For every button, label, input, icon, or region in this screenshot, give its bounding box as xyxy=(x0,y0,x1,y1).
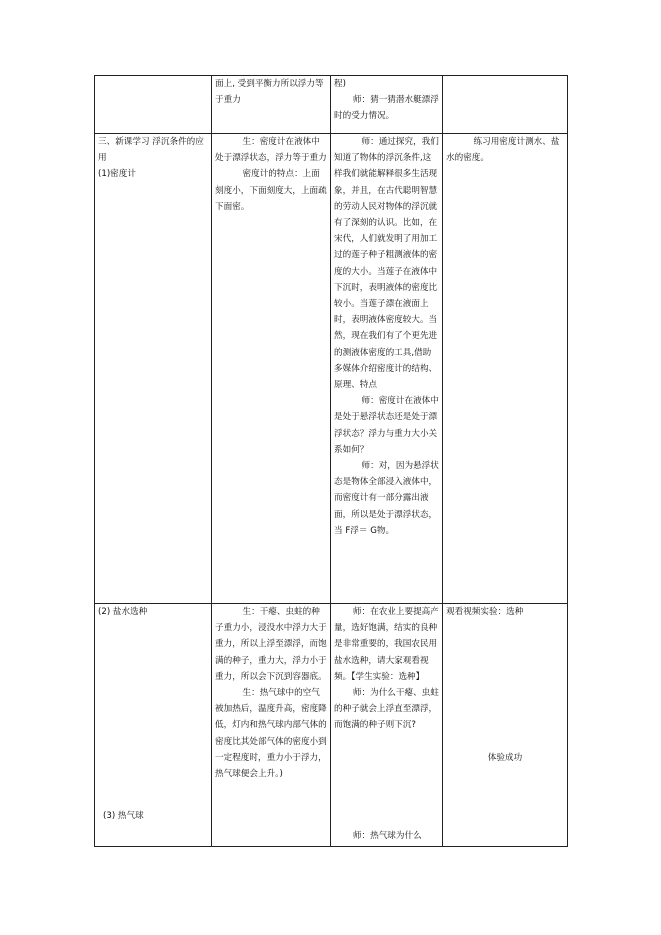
cell-text: 面上, 受到平衡力所以浮力等于重力 xyxy=(215,79,324,106)
cell-text: 师：密度计在液体中是处于悬浮状态还是处于漂浮状态？浮力与重力大小关系如何？ xyxy=(334,396,439,455)
cell-text: 师：为什么干瘪、虫蛀的种子就会上浮直至漂浮，而饱满的种子则下沉? xyxy=(334,688,439,731)
cell-text: 体验成功 xyxy=(487,753,523,763)
cell-text: 密度计的特点：上面刻度小，下面刻度大，上面疏下面密。 xyxy=(215,169,327,212)
cell-text: 师：热气球为什么 xyxy=(352,831,422,841)
cell-text: 师：对，因为悬浮状态是物体全部浸入液体中，而密度计有一部分露出液面，所以是处于漂浮状态，当 F浮＝ G物。 xyxy=(334,461,439,536)
lesson-plan-table xyxy=(94,75,568,847)
table-cell-activity xyxy=(443,76,568,134)
cell-text: 观看视频实验：选种 xyxy=(446,607,524,617)
cell-text: 生：热气球中的空气被加热后，温度升高，密度降低，灯内和热气球内部气体的密度比其处部气体的密度小到一定程度时，重力小于浮力，热气球便会上升。) xyxy=(215,688,327,780)
cell-text: 程) xyxy=(334,79,346,89)
cell-text: 生：干瘪、虫蛀的种子重力小，浸没水中浮力大于重力，所以上浮至漂浮，而饱满的种子，重力大，浮力小于重力，所以会下沉到容器底。 xyxy=(215,607,327,682)
cell-text: 练习用密度计测水、盐水的密度。 xyxy=(446,137,560,164)
cell-text: 师：在农业上要提高产量，选好饱满，结实的良种是非常重要的，我国农民用盐水选种，请大家观看视频。【学生实验：选种】 xyxy=(334,607,439,682)
table-row xyxy=(95,134,568,604)
table-row xyxy=(95,76,568,134)
subsection-heading: (2) 盐水选种 xyxy=(98,607,148,617)
table-cell-stage xyxy=(95,76,212,134)
table-cell-activity xyxy=(443,134,568,604)
table-cell-teacher xyxy=(331,76,443,134)
cell-text: 师：猜一猜潜水艇漂浮时的受力情况。 xyxy=(334,95,439,122)
table-cell-teacher xyxy=(331,604,443,847)
table-cell-student xyxy=(212,604,331,847)
table-cell-activity xyxy=(443,604,568,847)
cell-text: 师：通过探究，我们知道了物体的浮沉条件,这样我们就能解释很多生活现象，并且，在古代聪明智慧的劳动人民对物体的浮沉就有了深刻的认识。比如，在宋代，人们就发明了用加工过的莲子种子粗测液体的密度的大小。当莲子在液体中下沉时，表明液体的密度比较小。当莲子漂在液面上时，表明液体密度较大。当然，现在我们有了个更先进的测液体密度的工具,借助多媒体介绍密度计的结构、原理、特点 xyxy=(334,137,439,391)
cell-text: 生：密度计在液体中处于漂浮状态，浮力等于重力 xyxy=(215,137,327,164)
section-heading: 三、新课学习 浮沉条件的应用 xyxy=(98,137,204,164)
table-row xyxy=(95,604,568,847)
table-cell-stage xyxy=(95,134,212,604)
subsection-heading: (3) 热气球 xyxy=(103,811,144,821)
table-cell-student xyxy=(212,134,331,604)
table-cell-stage xyxy=(95,604,212,847)
subsection-heading: (1)密度计 xyxy=(98,169,136,180)
table-cell-teacher xyxy=(331,134,443,604)
table-cell-student xyxy=(212,76,331,134)
